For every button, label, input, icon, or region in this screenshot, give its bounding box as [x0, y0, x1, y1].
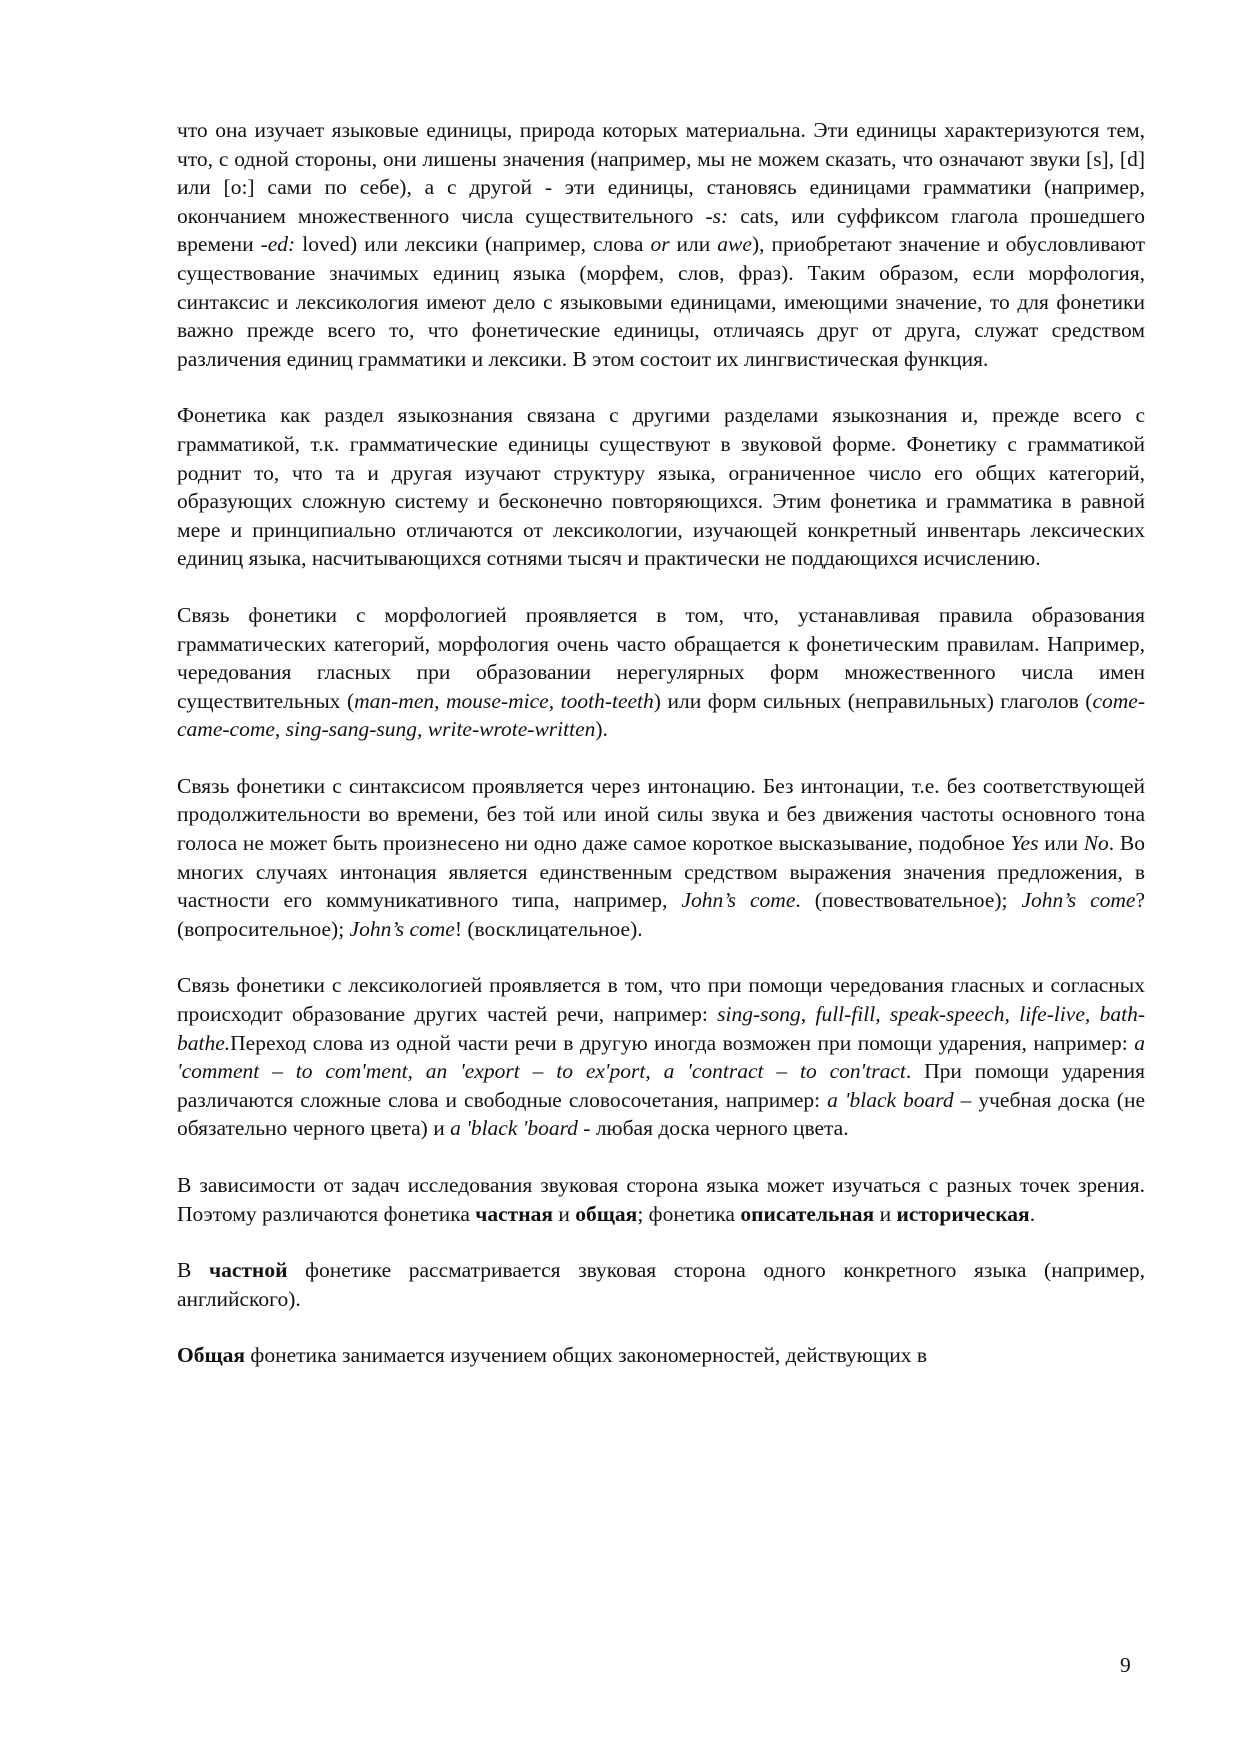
italic-text: John’s come: [1021, 888, 1136, 913]
bold-text: общая: [575, 1201, 638, 1226]
paragraph: [177, 116, 1145, 373]
paragraph: [177, 1171, 1145, 1228]
paragraph: [177, 1341, 1145, 1370]
italic-text: a 'black board: [827, 1087, 954, 1112]
italic-text: Yes: [1010, 831, 1039, 856]
italic-text: John’s come: [349, 916, 455, 941]
italic-text: sing-song, full-fill, speak-speech, life-live, bath-bathe.: [177, 1002, 1145, 1055]
paragraph: [177, 772, 1145, 944]
text-run: loved) или лексики (например, слова: [295, 232, 651, 257]
page-content: [177, 116, 1145, 1398]
text-run: В: [177, 1258, 209, 1283]
bold-text: описательная: [740, 1201, 875, 1226]
text-run: - любая доска черного цвета.: [577, 1116, 849, 1141]
text-run: Переход слова из одной части речи в другую иногда возможен при помощи ударения, например:: [230, 1030, 1135, 1055]
text-run: Фонетика как раздел языкознания связана с другими разделами языкознания и, прежде всего с грамматикой, т.к. грамматические единицы существуют в звуковой форме. Фонетику с грамматикой роднит то, что та и другая изучают структуру языка, ограниченное число его общих категорий, образующих сложную систему и бесконечно повторяющихся. Этим фонетика и грамматика в равной мере и принципиально отличаются от лексикологии, изучающей конкретный инвентарь лексических единиц языка, насчитывающихся сотнями тысяч и практически не поддающихся исчислению.: [177, 403, 1145, 571]
italic-text: John’s come: [681, 888, 796, 913]
text-run: ) или форм сильных (неправильных) глаголов (: [653, 688, 1093, 713]
text-run: .: [1029, 1201, 1036, 1226]
text-run: Связь фонетики с синтаксисом проявляется через интонацию. Без интонации, т.е. без соответствующей продолжительности во времени, без той или иной силы звука и без движения частоты основного тона голоса не может быть произнесено ни одно даже самое короткое высказывание, подобное: [177, 773, 1145, 856]
text-run: cats, или суффиксом глагола прошедшего времени: [177, 203, 1145, 257]
italic-text: -s:: [705, 203, 729, 228]
paragraph: [177, 971, 1145, 1143]
text-run: ? (вопросительное);: [177, 888, 1145, 941]
text-run: ).: [595, 717, 608, 742]
italic-text: No: [1083, 831, 1109, 856]
text-run: или: [669, 232, 718, 257]
text-run: . При помощи ударения различаются сложные слова и свободные словосочетания, например:: [177, 1059, 1145, 1112]
italic-text: a 'comment – to com'ment, an 'export – to ex'port, a 'contract – to con'tract: [177, 1030, 1145, 1084]
text-run: – учебная доска (не обязательно черного цвета) и: [177, 1087, 1145, 1141]
italic-text: man-men, mouse-mice, tooth-teeth: [354, 688, 654, 713]
bold-text: историческая: [896, 1201, 1030, 1226]
italic-text: -ed:: [260, 232, 296, 257]
text-run: Связь фонетики с морфологией проявляется в том, что, устанавливая правила образования грамматических категорий, морфология очень часто обращается к фонетическим правилам. Например, чередования гласных при образовании нерегулярных форм множественного числа имен существительных (: [177, 602, 1145, 713]
italic-text: come-came-come, sing-sang-sung, write-wrote-written: [177, 688, 1145, 742]
text-run: . Во многих случаях интонация является единственным средством выражения значения предложения, в частности его коммуникативного типа, например,: [177, 831, 1145, 913]
bold-text: частная: [475, 1201, 553, 1226]
text-run: что она изучает языковые единицы, природа которых материальна. Эти единицы характеризуются тем, что, с одной стороны, они лишены значения (например, мы не можем сказать, что означают звуки [s], [d] или [o:] сами по себе), а с другой - эти единицы, становясь единицами грамматики (например, окончанием множественного числа существительного: [177, 118, 1145, 228]
italic-text: or: [650, 232, 670, 257]
bold-text: частной: [208, 1258, 288, 1283]
bold-text: Общая: [177, 1343, 246, 1368]
italic-text: awe: [717, 232, 752, 257]
text-run: ), приобретают значение и обусловливают существование значимых единиц языка (морфем, слов, фраз). Таким образом, если морфология, синтаксис и лексикология имеют дело с языковыми единицами, имеющими значение, то для фонетики важно прежде всего то, что фонетические единицы, отличаясь друг от друга, служат средством различения единиц грамматики и лексики. В этом состоит их лингвистическая функция.: [177, 232, 1145, 371]
text-run: В зависимости от задач исследования звуковая сторона языка может изучаться с разных точек зрения. Поэтому различаются фонетика: [177, 1173, 1145, 1226]
text-run: . (повествовательное);: [795, 888, 1022, 913]
paragraph: [177, 401, 1145, 573]
text-run: и: [874, 1201, 897, 1226]
paragraph: [177, 601, 1145, 744]
text-run: Связь фонетики с лексикологией проявляется в том, что при помощи чередования гласных и согласных происходит образование других частей речи, например:: [177, 973, 1145, 1027]
paragraph: [177, 1256, 1145, 1313]
page-number: 9: [1120, 1653, 1131, 1677]
text-run: фонетике рассматривается звуковая сторона одного конкретного языка (например, английского).: [177, 1258, 1145, 1311]
text-run: ; фонетика: [637, 1201, 741, 1226]
text-run: ! (восклицательное).: [454, 916, 643, 941]
text-run: фонетика занимается изучением общих закономерностей, действующих в: [245, 1343, 928, 1368]
italic-text: a 'black 'board: [450, 1116, 578, 1141]
text-run: или: [1038, 831, 1084, 856]
text-run: и: [553, 1201, 576, 1226]
